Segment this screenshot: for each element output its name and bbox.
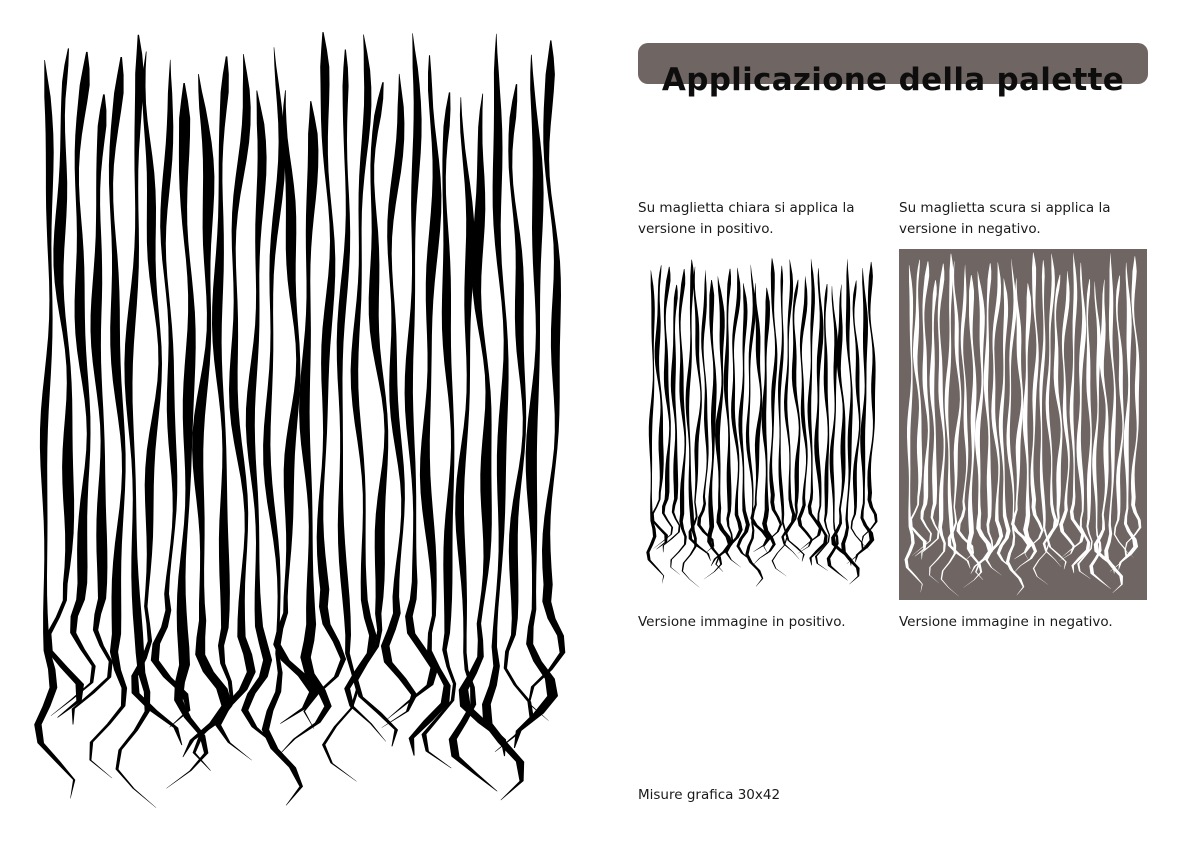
- main-stripes-artwork: [22, 24, 578, 816]
- negative-version-image: [899, 249, 1147, 600]
- stripe: [514, 55, 558, 748]
- graphic-size-note: Misure grafica 30x42: [638, 787, 781, 803]
- page-title: Applicazione della palette: [661, 62, 1125, 98]
- positive-version-caption: Versione immagine in positivo.: [638, 614, 846, 630]
- negative-version-caption: Versione immagine in negativo.: [899, 614, 1113, 630]
- positive-version-image: [641, 255, 883, 591]
- stripe: [855, 268, 874, 562]
- light-shirt-note: Su maglietta chiara si applica la versione in positivo.: [638, 200, 855, 237]
- negative-version-panel: [899, 249, 1147, 600]
- dark-shirt-note: Su maglietta scura si applica la versione in negativo.: [899, 200, 1111, 237]
- stripe: [1118, 263, 1138, 570]
